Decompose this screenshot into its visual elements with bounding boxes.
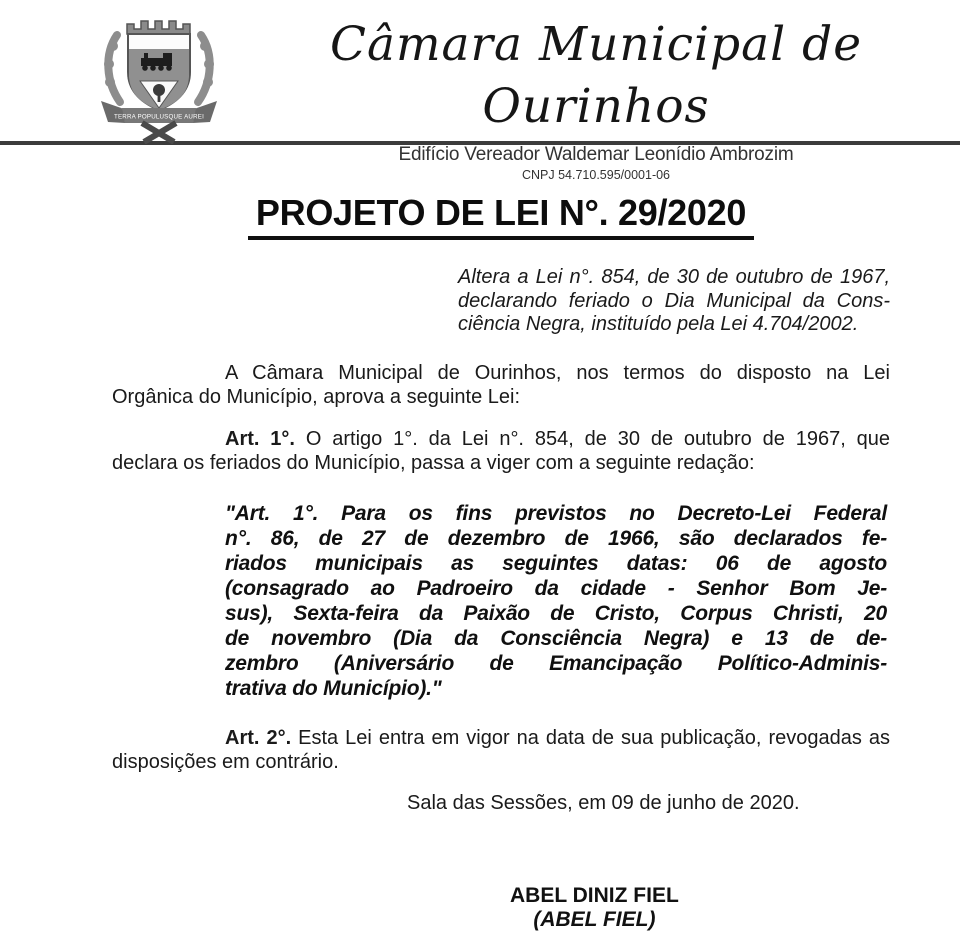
quote-line: trativa do Município)."	[225, 676, 442, 700]
session-line: Sala das Sessões, em 09 de junho de 2020.	[407, 791, 800, 814]
letterhead	[0, 0, 960, 182]
article-1-line	[112, 427, 890, 451]
article-2-line	[112, 726, 890, 750]
article-2-text: Esta Lei entra em vigor na data de sua publicação, revogadas as	[298, 726, 891, 749]
quote-line: n°. 86, de 27 de dezembro de 1966, são declarados fe-	[225, 526, 887, 550]
cnpj-line: CNPJ 54.710.595/0001-06	[521, 168, 671, 182]
quote-line: "Art. 1°. Para os fins previstos no Decreto-Lei Federal	[225, 501, 887, 525]
quote-line: riados municipais as seguintes datas: 06 de agosto	[225, 551, 887, 575]
paragraph-article-2	[112, 726, 890, 774]
quote-line: zembro (Aniversário de Emancipação Político-Adminis-	[225, 651, 887, 675]
preamble-line: Orgânica do Município, aprova a seguinte Lei:	[112, 385, 521, 408]
article-2-label: Art. 2°.	[225, 726, 292, 749]
quote-line: sus), Sexta-feira da Paixão de Cristo, Corpus Christi, 20	[225, 601, 887, 625]
article-1-text: O artigo 1°. da Lei n°. 854, de 30 de outubro de 1967, que	[305, 427, 890, 450]
letterhead-text	[238, 14, 954, 182]
quote-line: de novembro (Dia da Consciência Negra) e 13 de de-	[225, 626, 887, 650]
document-title: PROJETO DE LEI N°. 29/2020	[248, 192, 754, 240]
ementa-line: ciência Negra, instituído pela Lei 4.704/2002.	[458, 313, 859, 336]
mural-crown	[127, 21, 190, 34]
document-body	[0, 192, 960, 932]
preamble-line: A Câmara Municipal de Ourinhos, nos termos do disposto na Lei	[225, 361, 890, 384]
organization-name: Câmara Municipal de Ourinhos	[329, 17, 863, 134]
coat-of-arms	[84, 2, 234, 144]
signature-alias: (ABEL FIEL)	[533, 907, 656, 931]
signature-name: ABEL DINIZ FIEL	[510, 883, 679, 907]
article-2-line: disposições em contrário.	[112, 750, 339, 773]
paragraph-preamble	[112, 361, 890, 409]
building-name: Edifício Vereador Waldemar Leonídio Ambrozim	[398, 144, 794, 165]
article-1-label: Art. 1°.	[225, 427, 295, 450]
motto-text: TERRA POPULUSQUE AUREI	[113, 113, 205, 121]
quote-block	[225, 501, 887, 701]
title-wrap	[112, 192, 890, 240]
article-1-line: declara os feriados do Município, passa a viger com a seguinte redação:	[112, 451, 755, 474]
ementa-line: declarando feriado o Dia Municipal da Cons-	[458, 289, 890, 312]
signature-block	[510, 884, 679, 932]
ementa	[458, 266, 890, 337]
paragraph-article-1	[112, 427, 890, 475]
quote-line: (consagrado ao Padroeiro da cidade - Senhor Bom Je-	[225, 576, 887, 600]
ementa-line: Altera a Lei n°. 854, de 30 de outubro de 1967,	[458, 266, 890, 289]
